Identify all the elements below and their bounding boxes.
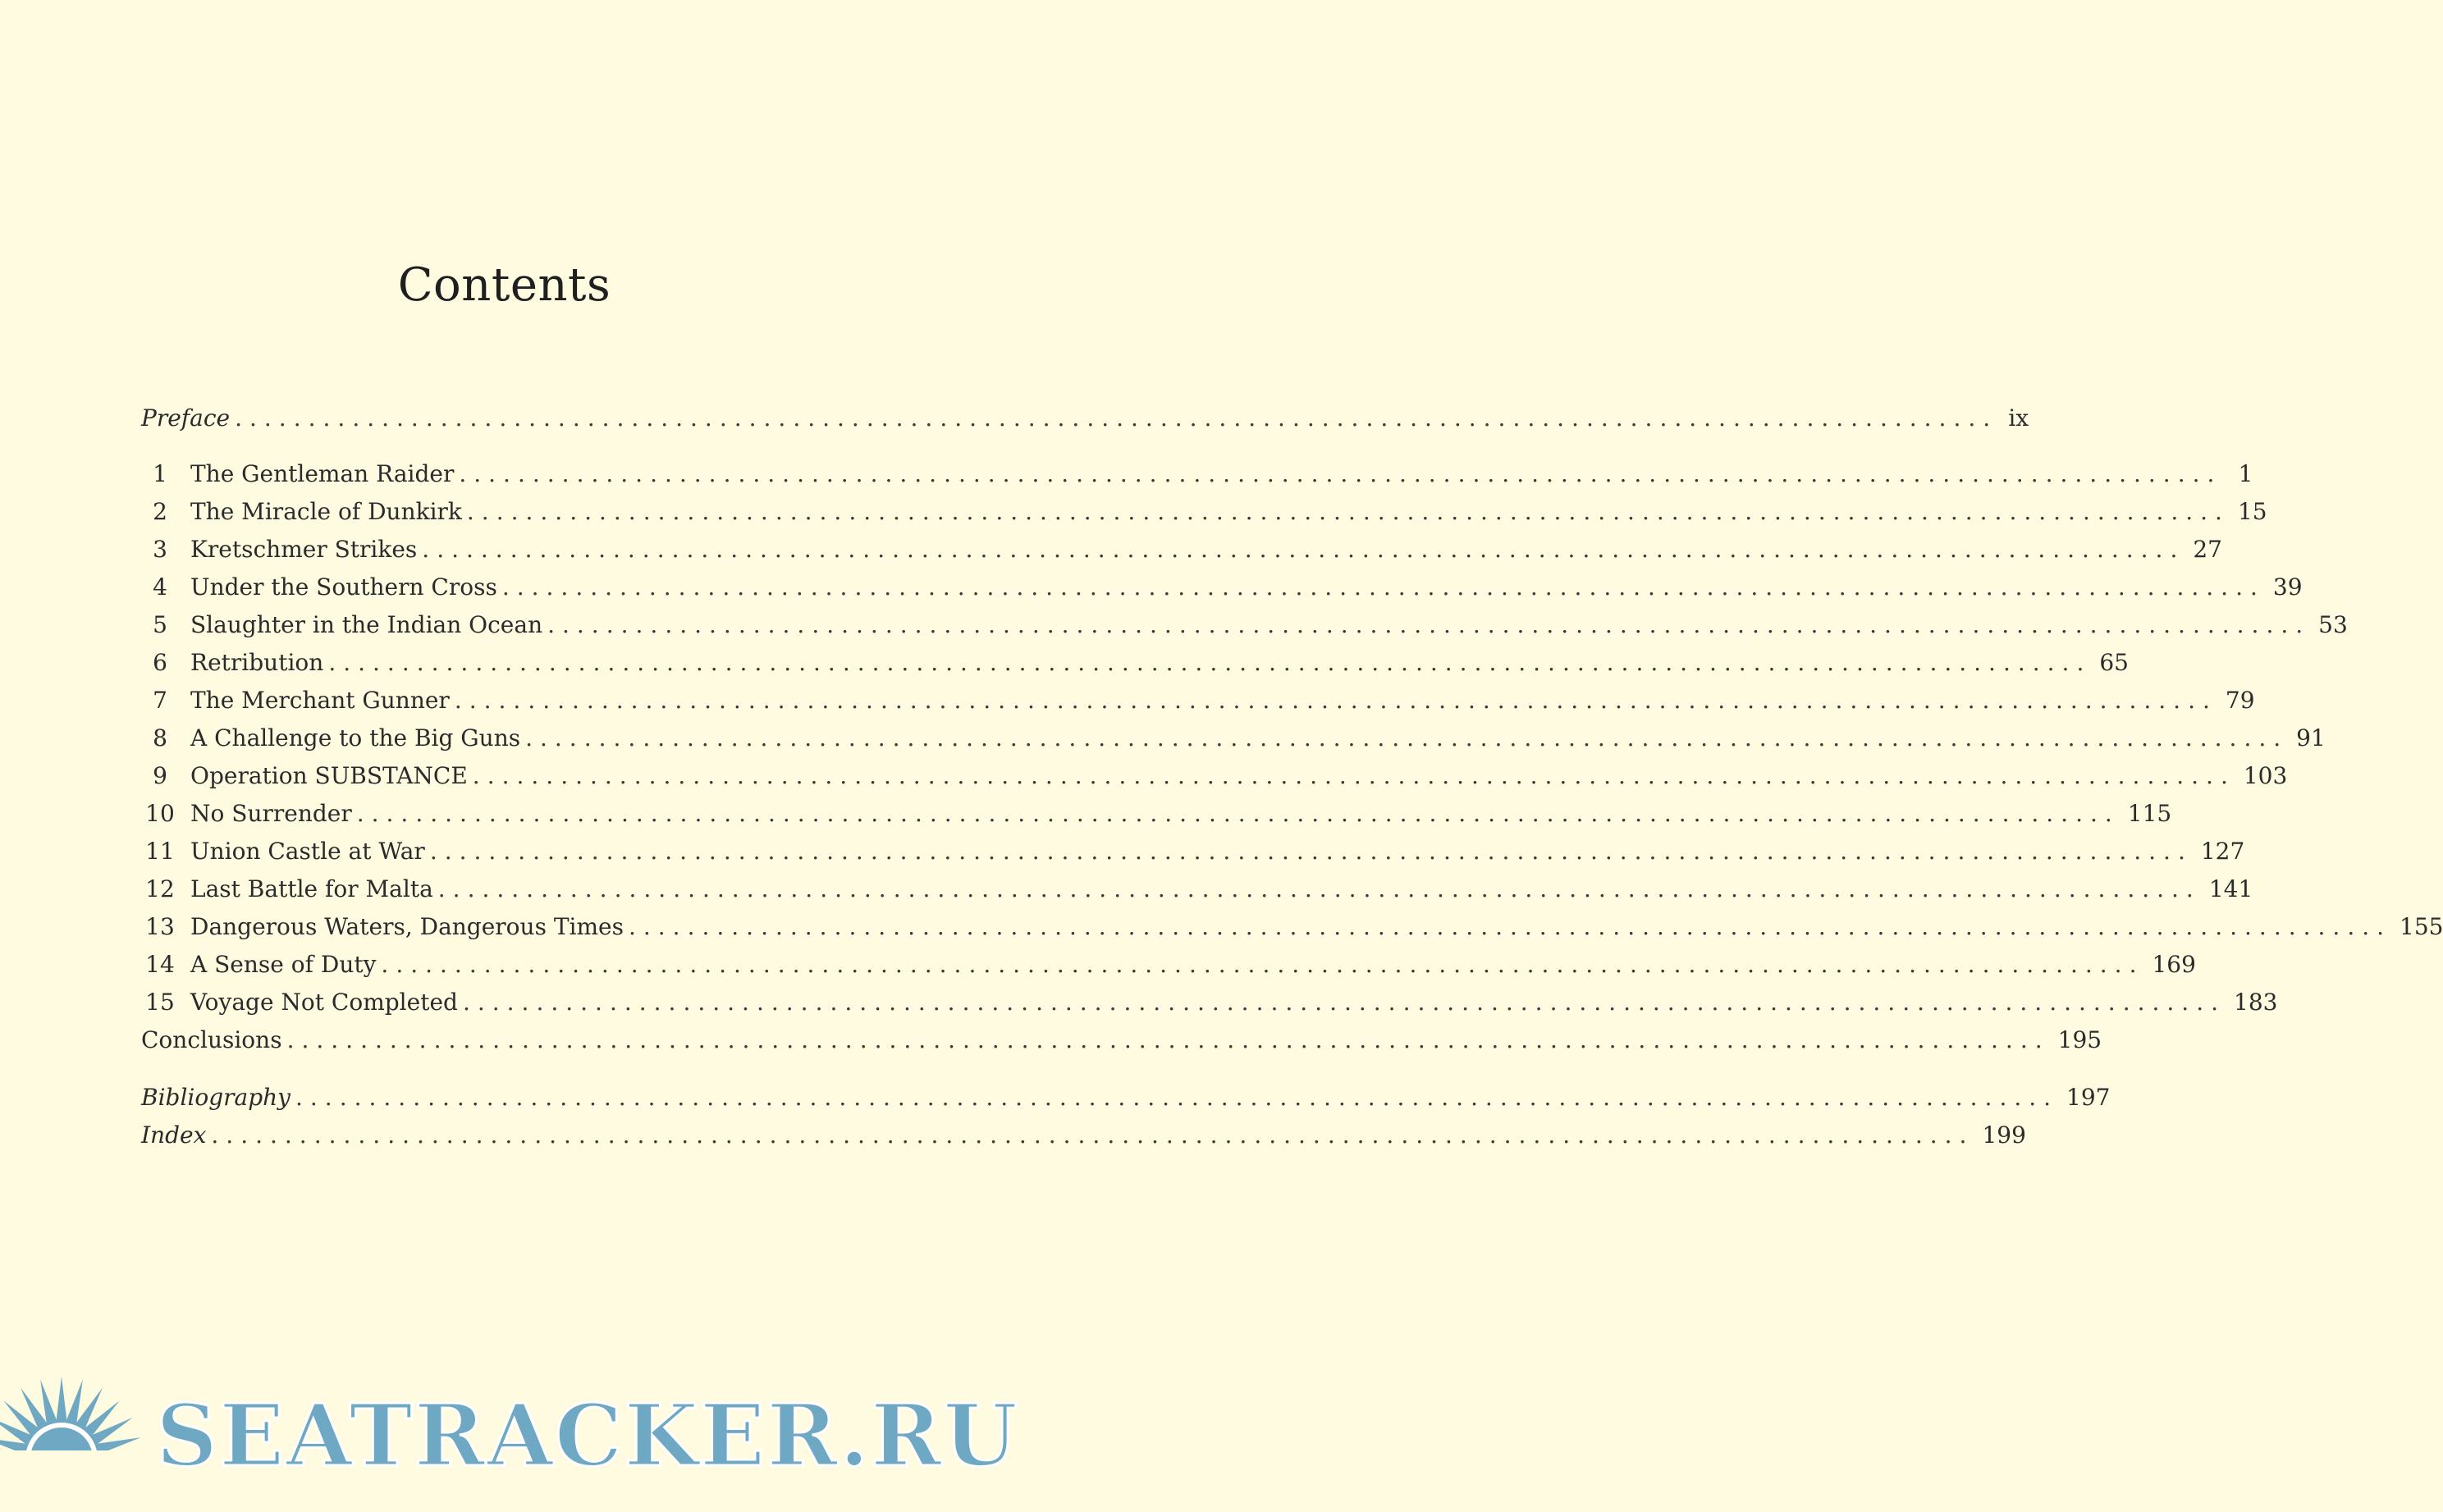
page-number: 103 bbox=[2243, 762, 2288, 789]
chapter-number: 9 bbox=[153, 762, 167, 789]
leader-dots: ........................................................................................................................ bbox=[466, 498, 2230, 525]
page-number: 115 bbox=[2127, 800, 2172, 827]
entry-title: The Gentleman Raider bbox=[190, 460, 455, 487]
page-number: 27 bbox=[2193, 536, 2222, 563]
chapter-number: 3 bbox=[153, 536, 167, 563]
page-number: 1 bbox=[2238, 460, 2253, 487]
entry-title: Slaughter in the Indian Ocean bbox=[190, 611, 543, 638]
page-number: ix bbox=[2008, 404, 2029, 432]
leader-dots: ........................................................................................................................ bbox=[501, 573, 2265, 601]
toc-entry bbox=[141, 609, 2348, 642]
page-number: 65 bbox=[2099, 649, 2129, 676]
chapter-number: 4 bbox=[153, 573, 167, 601]
toc-entry bbox=[141, 873, 2253, 906]
leader-dots: ........................................................................................................................ bbox=[628, 913, 2392, 940]
chapter-number: 8 bbox=[153, 724, 167, 751]
entry-title: The Merchant Gunner bbox=[190, 687, 450, 714]
chapter-number: 14 bbox=[145, 951, 175, 978]
chapter-number: 15 bbox=[145, 989, 175, 1016]
toc-entry bbox=[141, 911, 2443, 943]
leader-dots: ........................................................................................................................ bbox=[381, 951, 2144, 978]
toc-entry bbox=[141, 835, 2245, 868]
toc-entry bbox=[141, 458, 2253, 491]
page-number: 39 bbox=[2272, 573, 2303, 601]
entry-title: Operation SUBSTANCE bbox=[190, 762, 468, 789]
leader-dots: ........................................................................................................................ bbox=[235, 404, 1998, 432]
chapter-number: 5 bbox=[153, 611, 167, 638]
page-title: Contents bbox=[397, 258, 611, 312]
leader-dots: ........................................................................................................................ bbox=[211, 1121, 1974, 1149]
leader-dots: ........................................................................................................................ bbox=[422, 536, 2185, 563]
toc-entry bbox=[141, 722, 2326, 755]
page-number: 195 bbox=[2057, 1026, 2102, 1053]
entry-title: Index bbox=[141, 1121, 207, 1149]
entry-title: No Surrender bbox=[190, 800, 352, 827]
watermark-text: SEATRACKER.RU bbox=[156, 1385, 1020, 1486]
entry-title: Union Castle at War bbox=[190, 838, 425, 865]
toc-entry bbox=[141, 986, 2278, 1019]
leader-dots: ........................................................................................................................ bbox=[356, 800, 2120, 827]
entry-title: Dangerous Waters, Dangerous Times bbox=[190, 913, 624, 940]
entry-title: Bibliography bbox=[141, 1084, 291, 1111]
chapter-number: 11 bbox=[145, 838, 175, 865]
toc-entry bbox=[141, 1081, 2111, 1114]
toc-entry bbox=[141, 948, 2196, 981]
page-number: 15 bbox=[2237, 498, 2267, 525]
toc-entry bbox=[141, 533, 2222, 566]
chapter-number: 2 bbox=[153, 498, 167, 525]
entry-title: Preface bbox=[141, 404, 231, 432]
chapter-number: 1 bbox=[153, 460, 167, 487]
entry-title: Last Battle for Malta bbox=[190, 875, 433, 902]
page-number: 127 bbox=[2200, 838, 2245, 865]
entry-title: Kretschmer Strikes bbox=[190, 536, 418, 563]
toc-entry bbox=[141, 496, 2267, 528]
chapter-number: 7 bbox=[153, 687, 167, 714]
toc-entry bbox=[141, 402, 2029, 435]
entry-title: Conclusions bbox=[141, 1026, 282, 1053]
toc-entry bbox=[141, 1119, 2026, 1152]
entry-title: The Miracle of Dunkirk bbox=[190, 498, 462, 525]
leader-dots: ........................................................................................................................ bbox=[459, 460, 2222, 487]
entry-title: A Challenge to the Big Guns bbox=[190, 724, 521, 751]
page-number: 79 bbox=[2225, 687, 2255, 714]
page-number: 199 bbox=[1982, 1121, 2026, 1149]
leader-dots: ........................................................................................................................ bbox=[547, 611, 2311, 638]
toc-entry bbox=[141, 1024, 2102, 1057]
page-number: 169 bbox=[2152, 951, 2196, 978]
leader-dots: ........................................................................................................................ bbox=[525, 724, 2289, 751]
chapter-number: 12 bbox=[145, 875, 175, 902]
toc-entry bbox=[141, 571, 2303, 604]
toc-entry bbox=[141, 684, 2255, 717]
chapter-number: 6 bbox=[153, 649, 167, 676]
leader-dots: ........................................................................................................................ bbox=[472, 762, 2235, 789]
chapter-number: 10 bbox=[145, 800, 175, 827]
leader-dots: ........................................................................................................................ bbox=[454, 687, 2217, 714]
page-number: 183 bbox=[2234, 989, 2278, 1016]
page-number: 155 bbox=[2400, 913, 2443, 940]
entry-title: Retribution bbox=[190, 649, 324, 676]
entry-title: A Sense of Duty bbox=[190, 951, 377, 978]
leader-dots: ........................................................................................................................ bbox=[286, 1026, 2050, 1053]
page-number: 91 bbox=[2296, 724, 2326, 751]
toc-entry bbox=[141, 646, 2129, 679]
page-number: 141 bbox=[2208, 875, 2253, 902]
leader-dots: ........................................................................................................................ bbox=[295, 1084, 2059, 1111]
page-number: 53 bbox=[2318, 611, 2348, 638]
page-number: 197 bbox=[2066, 1084, 2111, 1111]
leader-dots: ........................................................................................................................ bbox=[429, 838, 2193, 865]
leader-dots: ........................................................................................................................ bbox=[437, 875, 2201, 902]
leader-dots: ........................................................................................................................ bbox=[462, 989, 2226, 1016]
toc-entry bbox=[141, 760, 2288, 793]
entry-title: Under the Southern Cross bbox=[190, 573, 497, 601]
chapter-number: 13 bbox=[145, 913, 175, 940]
entry-title: Voyage Not Completed bbox=[190, 989, 458, 1016]
leader-dots: ........................................................................................................................ bbox=[328, 649, 2092, 676]
toc-entry bbox=[141, 797, 2172, 830]
